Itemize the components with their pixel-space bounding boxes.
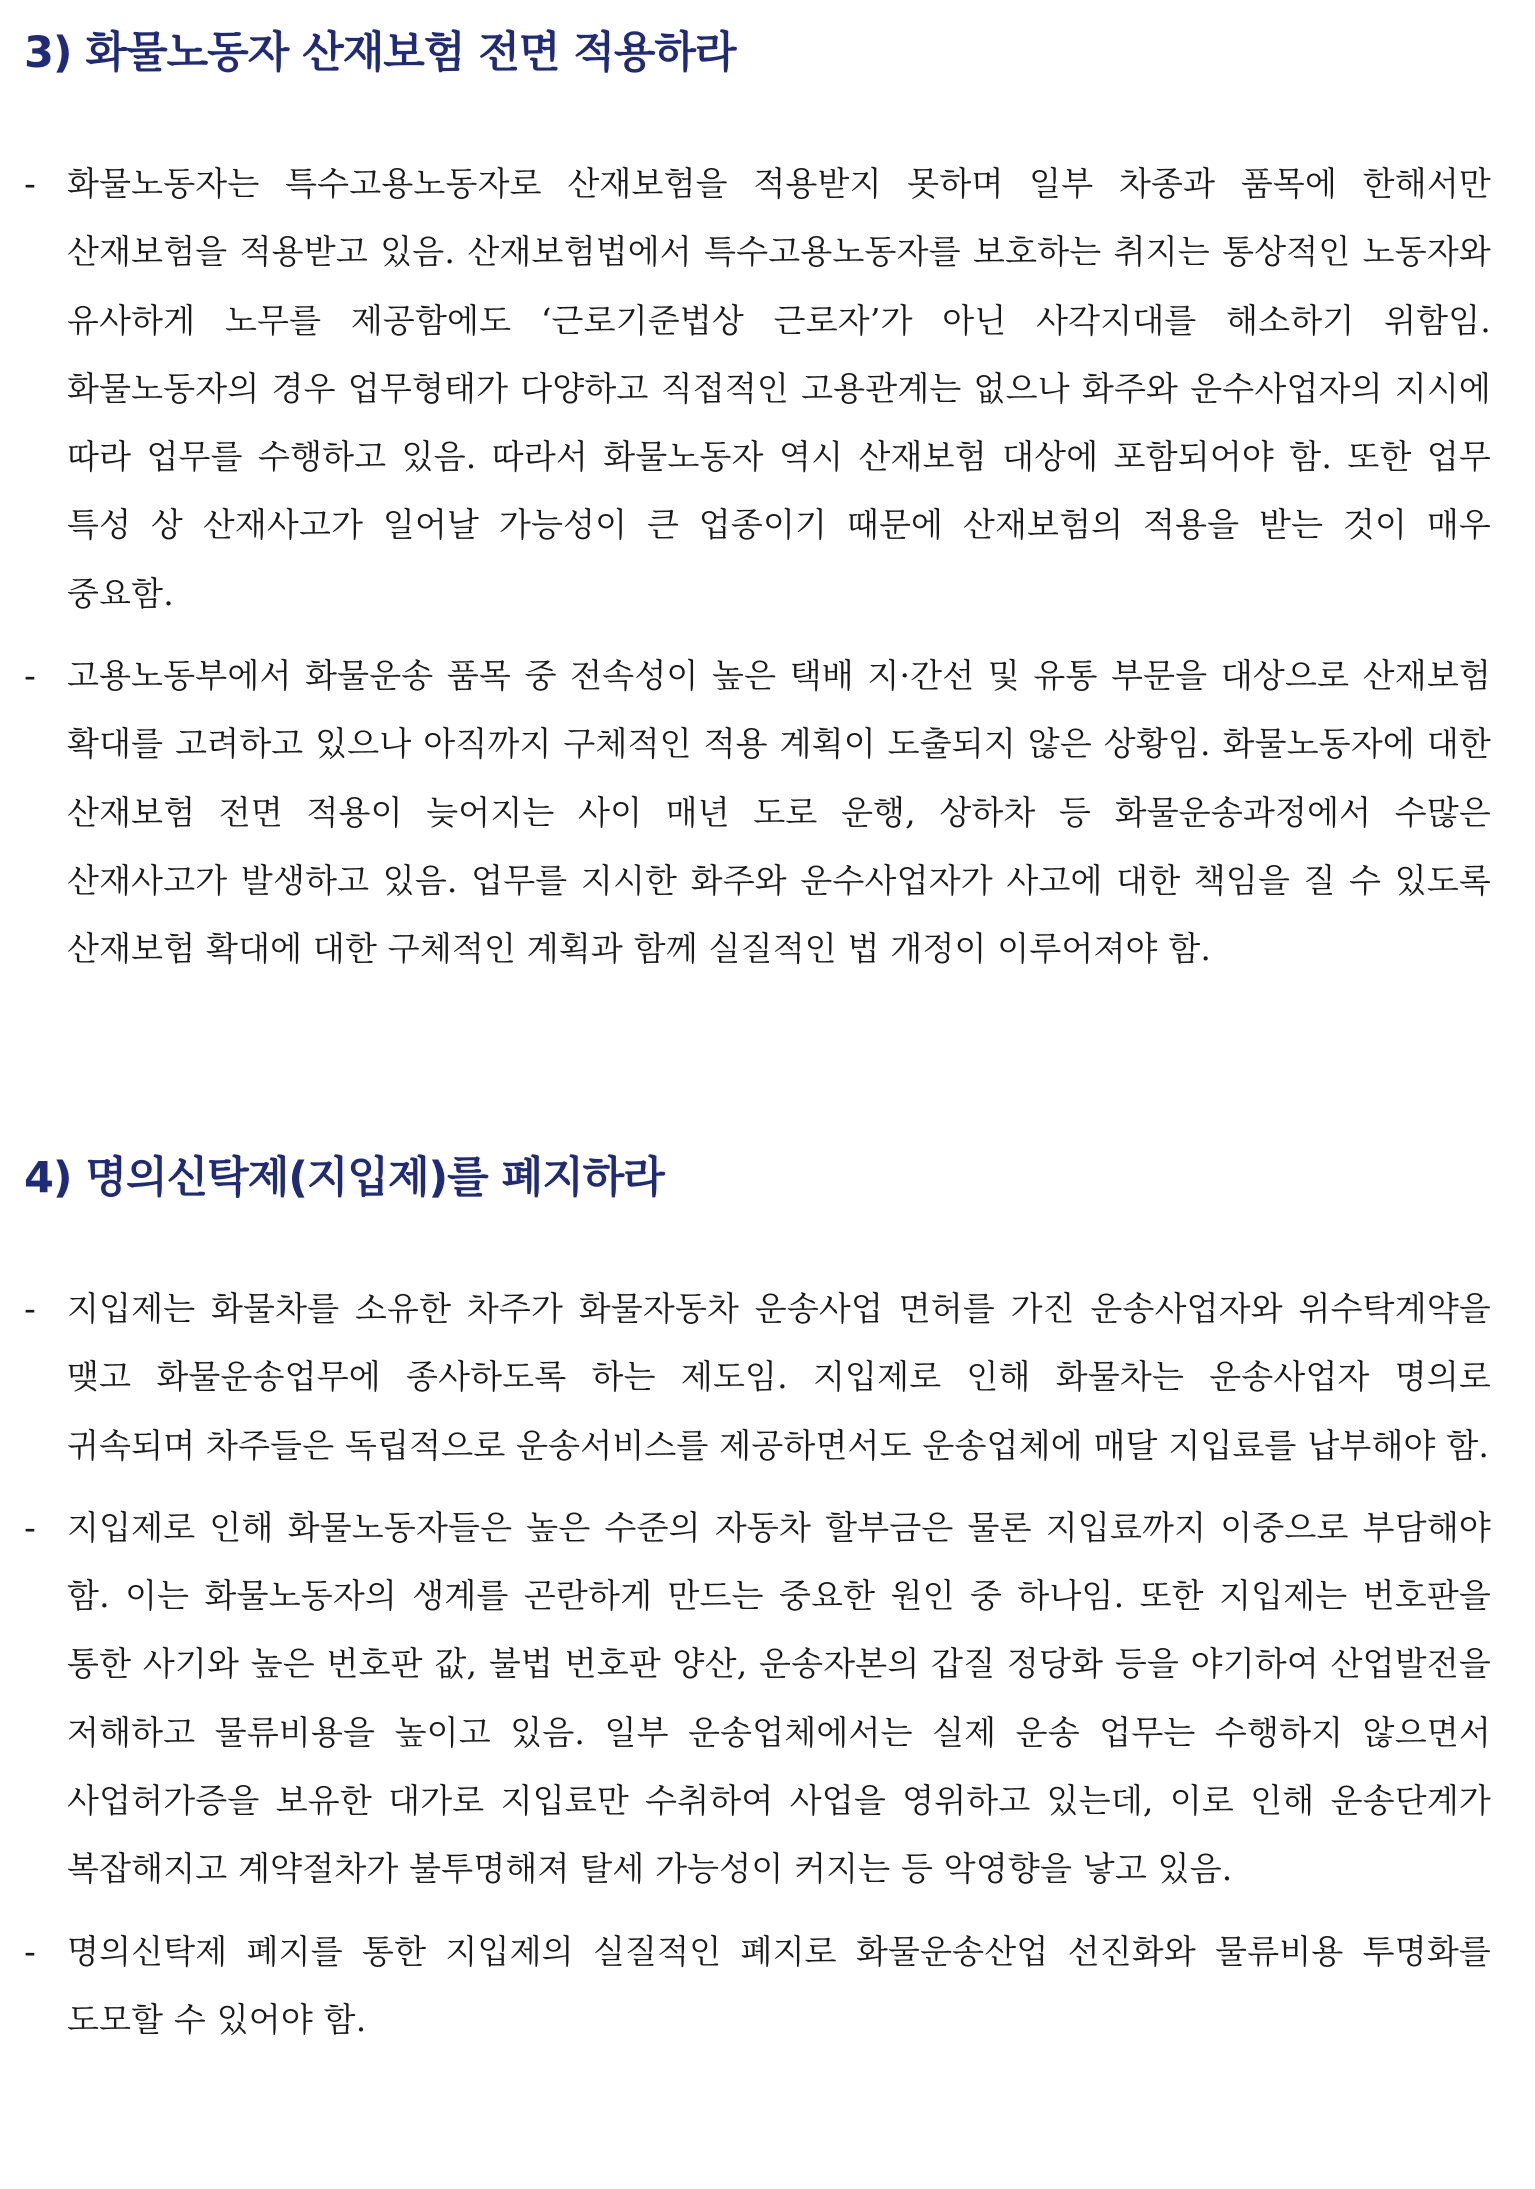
section-3-bullet-1 (24, 150, 1491, 628)
bullet-text: 고용노동부에서 화물운송 품목 중 전속성이 높은 택배 지·간선 및 유통 부문을 대상으로 산재보험 확대를 고려하고 있으나 아직까지 구체적인 적용 계획이 도출되지 않은 상황임. 화물노동자에 대한 산재보험 전면 적용이 늦어지는 사이 매년 도로 운행, 상하차 등 화물운송과정에서 수많은 산재사고가 발생하고 있음. 업무를 지시한 화주와 운수사업자가 사고에 대한 책임을 질 수 있도록 산재보험 확대에 대한 구체적인 계획과 함께 실질적인 법 개정이 이루어져야 함. (67, 656, 1491, 969)
bullet-dash: - (24, 1507, 37, 1547)
bullet-text: 지입제로 인해 화물노동자들은 높은 수준의 자동차 할부금은 물론 지입료까지 이중으로 부담해야 함. 이는 화물노동자의 생계를 곤란하게 만드는 중요한 원인 중 하나임. 또한 지입제는 번호판을 통한 사기와 높은 번호판 값, 불법 번호판 양산, 운송자본의 갑질 정당화 등을 야기하여 산업발전을 저해하고 물류비용을 높이고 있음. 일부 운송업체에서는 실제 운송 업무는 수행하지 않으면서 사업허가증을 보유한 대가로 지입료만 수취하여 사업을 영위하고 있는데, 이로 인해 운송단계가 복잡해지고 계약절차가 불투명해져 탈세 가능성이 커지는 등 악영향을 낳고 있음. (67, 1507, 1491, 1889)
bullet-dash: - (24, 1289, 37, 1328)
bullet-text: 지입제는 화물차를 소유한 차주가 화물자동차 운송사업 면허를 가진 운송사업자와 위수탁계약을 맺고 화물운송업무에 종사하도록 하는 제도임. 지입제로 인해 화물차는 운송사업자 명의로 귀속되며 차주들은 독립적으로 운송서비스를 제공하면서도 운송업체에 매달 지입료를 납부해야 함. (67, 1289, 1491, 1465)
section-4-bullet-1 (24, 1275, 1491, 1480)
section-3-bullet-2 (24, 642, 1491, 983)
section-4-bullet-2 (24, 1494, 1491, 1904)
section-3-bullets (24, 150, 1491, 998)
bullet-dash: - (24, 1931, 37, 1971)
bullet-dash: - (24, 656, 37, 696)
bullet-text: 명의신탁제 폐지를 통한 지입제의 실질적인 폐지로 화물운송산업 선진화와 물류비용 투명화를 도모할 수 있어야 함. (67, 1931, 1491, 2039)
section-4-bullet-3 (24, 1918, 1491, 2055)
section-4-title: 4) 명의신탁제(지입제)를 폐지하라 (24, 1153, 664, 1203)
section-4-bullets (24, 1275, 1491, 2068)
bullet-text: 화물노동자는 특수고용노동자로 산재보험을 적용받지 못하며 일부 차종과 품목에 한해서만 산재보험을 적용받고 있음. 산재보험법에서 특수고용노동자를 보호하는 취지는 통상적인 노동자와 유사하게 노무를 제공함에도 ‘근로기준법상 근로자’가 아닌 사각지대를 해소하기 위함임. 화물노동자의 경우 업무형태가 다양하고 직접적인 고용관계는 없으나 화주와 운수사업자의 지시에 따라 업무를 수행하고 있음. 따라서 화물노동자 역시 산재보험 대상에 포함되어야 함. 또한 업무 특성 상 산재사고가 일어날 가능성이 큰 업종이기 때문에 산재보험의 적용을 받는 것이 매우 중요함. (67, 164, 1491, 613)
bullet-dash: - (24, 164, 37, 203)
section-3-title: 3) 화물노동자 산재보험 전면 적용하라 (24, 28, 736, 78)
